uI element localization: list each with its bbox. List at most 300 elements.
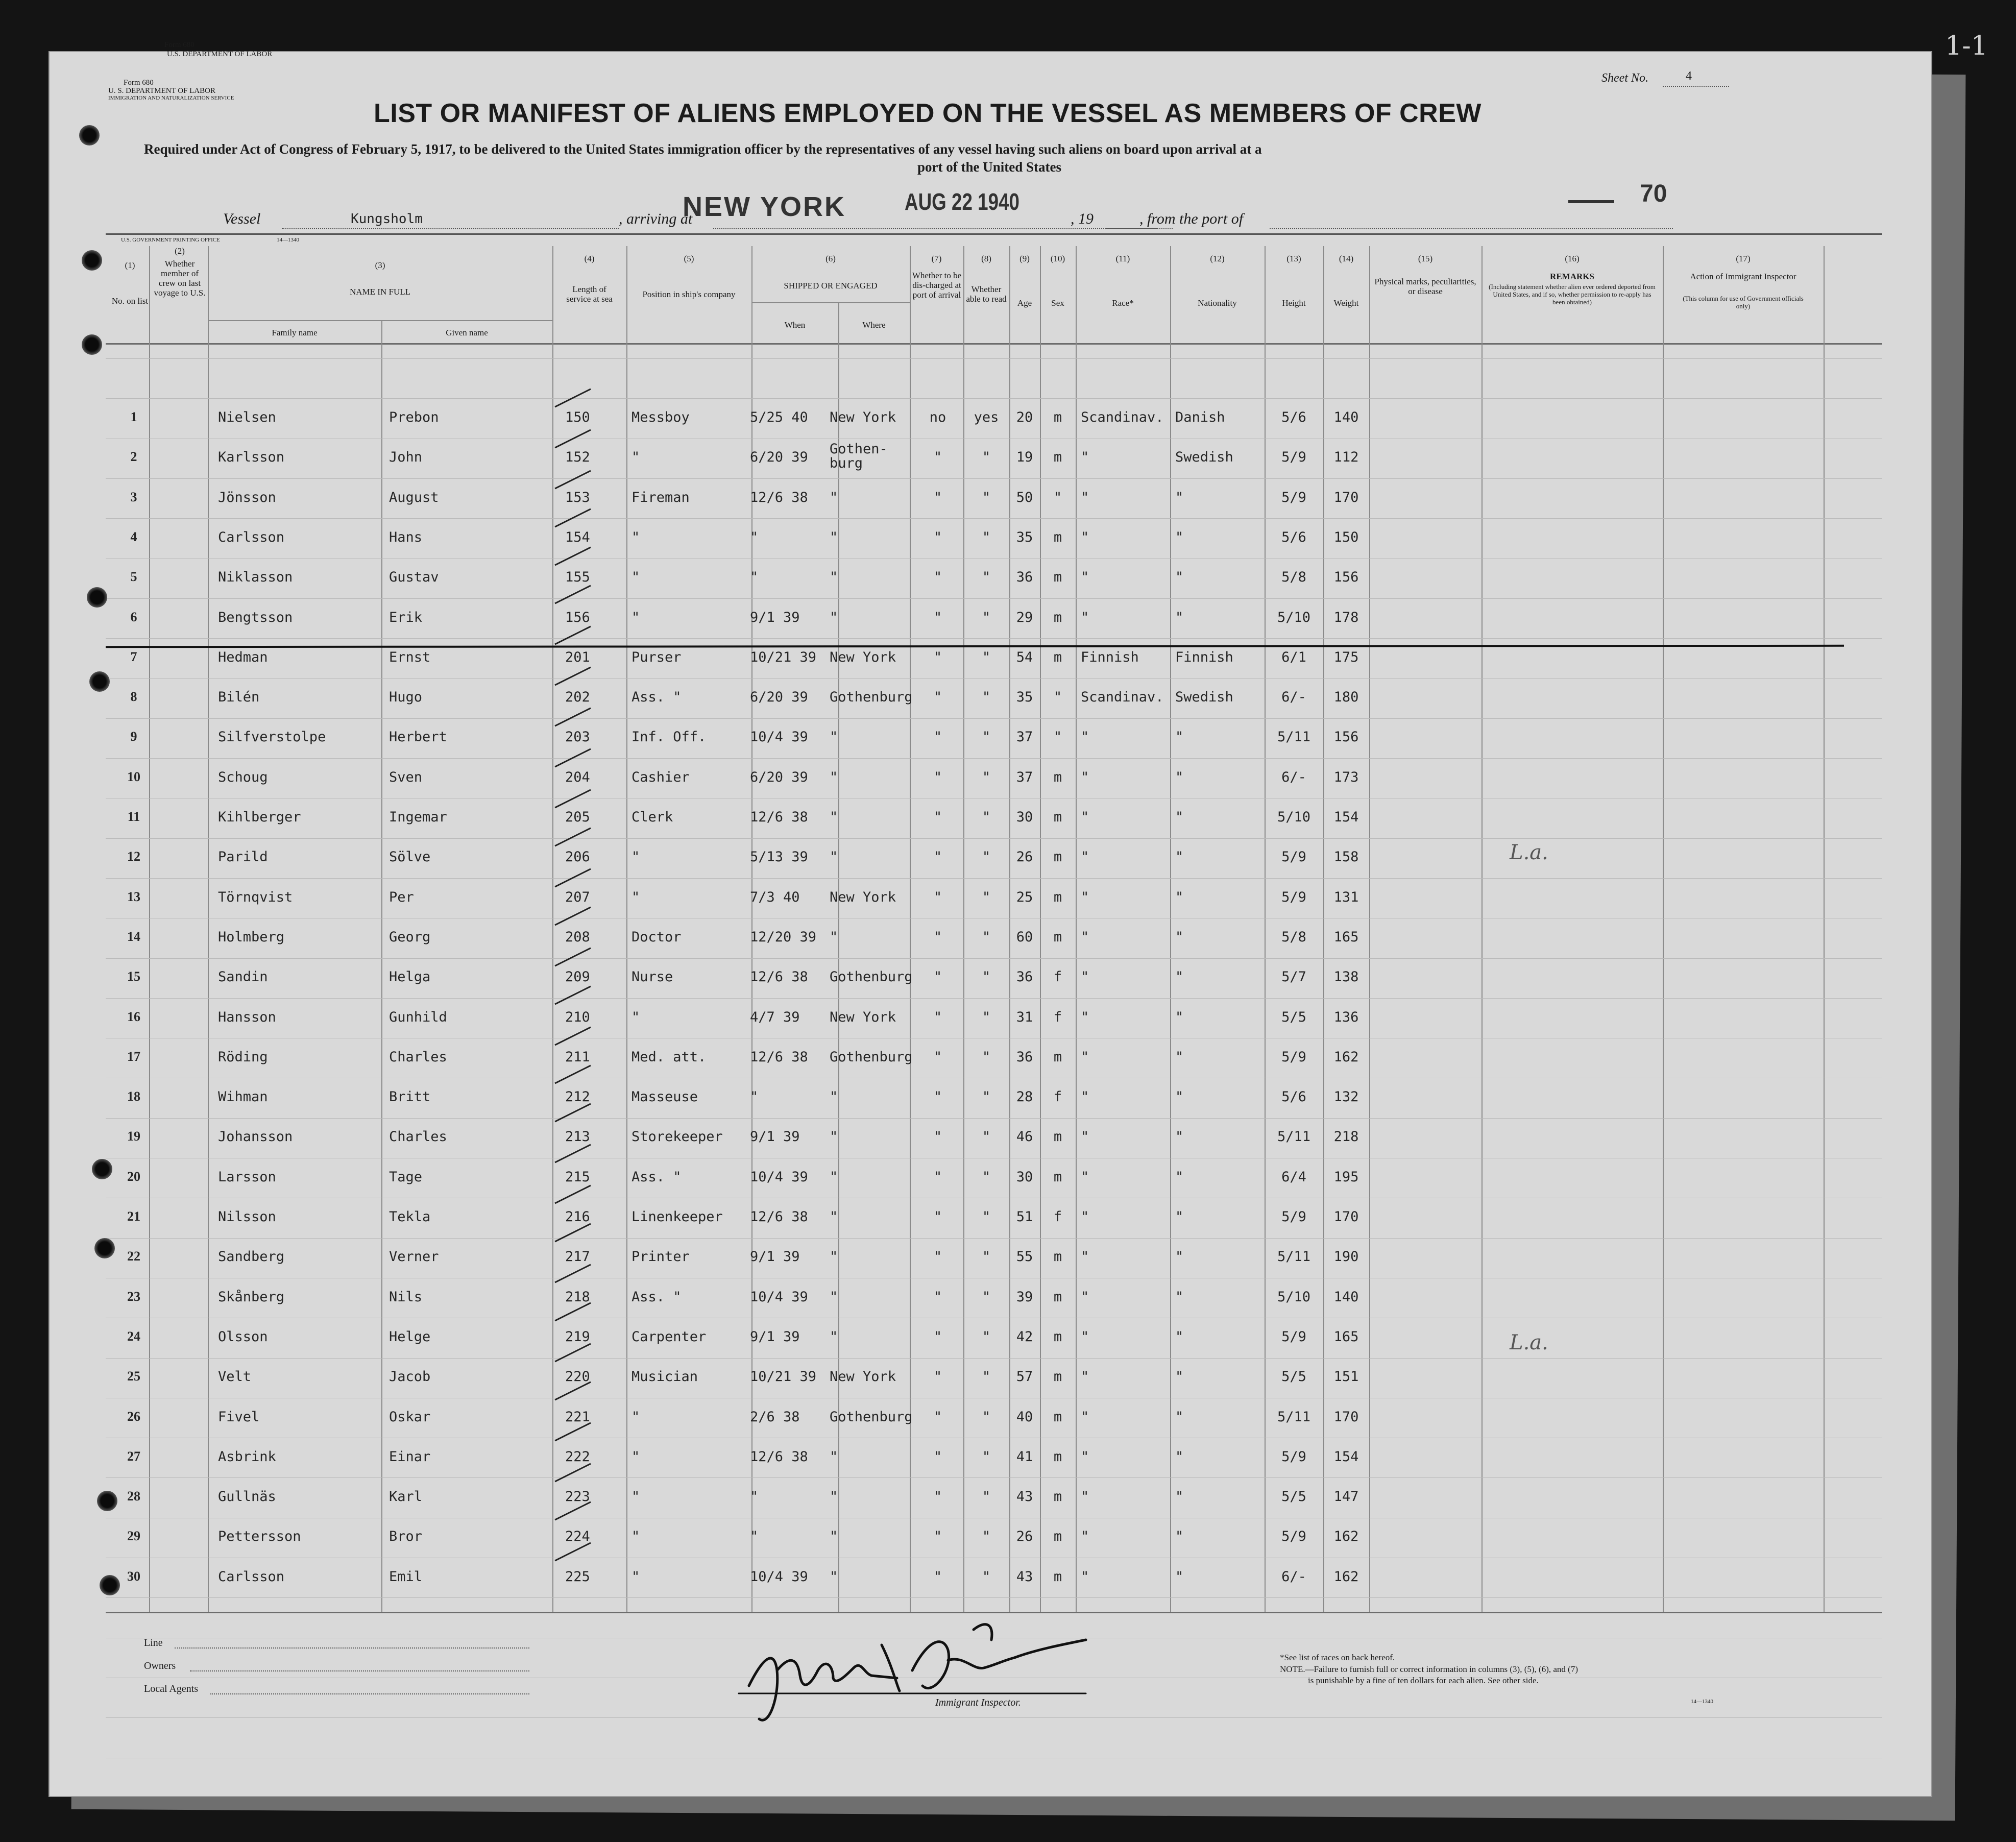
department: U. S. DEPARTMENT OF LABOR xyxy=(108,87,215,95)
service-tick-marks xyxy=(552,379,626,1609)
footer-line-label: Line xyxy=(144,1637,163,1649)
row-24-service: 219 xyxy=(565,1329,590,1345)
row-1-family: Nielsen xyxy=(218,409,276,425)
row-11-service: 205 xyxy=(565,809,590,825)
stamp-dash xyxy=(1568,200,1614,203)
row-1-when: 5/25 40 xyxy=(750,409,808,425)
row-22-race: " xyxy=(1081,1249,1089,1265)
row-20-race: " xyxy=(1081,1169,1089,1185)
row-24-no: 24 xyxy=(127,1329,140,1344)
row-9-nat: " xyxy=(1175,729,1184,745)
manifest-sheet xyxy=(48,41,1932,1797)
row-6-sex: m xyxy=(1053,610,1062,625)
row-10-height: 6/- xyxy=(1281,769,1306,785)
row-28-disch: " xyxy=(933,1489,942,1505)
row-19-service: 213 xyxy=(565,1129,590,1145)
row-3-disch: " xyxy=(933,490,942,505)
row-3-age: 50 xyxy=(1016,490,1033,505)
row-12-when: 5/13 39 xyxy=(750,849,808,865)
row-15-disch: " xyxy=(933,969,942,985)
row-5-family: Niklasson xyxy=(218,569,293,585)
row-3-where: " xyxy=(830,490,838,505)
row-15-when: 12/6 38 xyxy=(750,969,808,985)
row-16-position: " xyxy=(631,1009,640,1025)
row-9-family: Silfverstolpe xyxy=(218,729,326,745)
row-21-weight: 170 xyxy=(1333,1209,1359,1225)
row-12-where: " xyxy=(830,849,838,865)
row-10-read: " xyxy=(982,769,991,785)
row-rule xyxy=(106,758,1882,759)
name-subheader-line xyxy=(208,320,552,321)
row-15-position: Nurse xyxy=(631,969,673,985)
row-23-where: " xyxy=(830,1289,838,1305)
row-5-disch: " xyxy=(933,569,942,585)
row-26-read: " xyxy=(982,1409,991,1425)
col-num-17: (17) xyxy=(1736,254,1751,263)
row-17-age: 36 xyxy=(1016,1049,1033,1065)
row-25-when: 10/21 39 xyxy=(750,1369,817,1385)
col-line xyxy=(1369,246,1370,1612)
row-10-position: Cashier xyxy=(631,769,690,785)
row-15-nat: " xyxy=(1175,969,1184,985)
row-3-service: 153 xyxy=(565,490,590,505)
row-19-family: Johansson xyxy=(218,1129,293,1145)
col-line xyxy=(626,246,627,1612)
row-6-position: " xyxy=(631,610,640,625)
row-20-no: 20 xyxy=(127,1169,140,1184)
row-3-family: Jönsson xyxy=(218,490,276,505)
row-27-height: 5/9 xyxy=(1281,1449,1306,1465)
row-18-nat: " xyxy=(1175,1089,1184,1105)
header-when: When xyxy=(784,320,806,330)
row-28-read: " xyxy=(982,1489,991,1505)
row-9-disch: " xyxy=(933,729,942,745)
arriving-line xyxy=(713,228,1157,229)
header-action-note: (This column for use of Government officials only) xyxy=(1683,295,1804,310)
row-20-service: 215 xyxy=(565,1169,590,1185)
row-25-position: Musician xyxy=(631,1369,698,1385)
row-28-height: 5/5 xyxy=(1281,1489,1306,1505)
row-28-given: Karl xyxy=(389,1489,423,1505)
row-20-disch: " xyxy=(933,1169,942,1185)
remark-mark-1: L.a. xyxy=(1510,841,1548,864)
row-16-nat: " xyxy=(1175,1009,1184,1025)
punch-hole xyxy=(82,334,102,355)
row-9-read: " xyxy=(982,729,991,745)
row-28-where: " xyxy=(830,1489,838,1505)
row-12-height: 5/9 xyxy=(1281,849,1306,865)
row-7-family: Hedman xyxy=(218,649,268,665)
row-3-race: " xyxy=(1081,490,1089,505)
row-27-service: 222 xyxy=(565,1449,590,1465)
row-5-race: " xyxy=(1081,569,1089,585)
row-3-weight: 170 xyxy=(1333,490,1359,505)
header-physical-marks: Physical marks, peculiarities, or disease xyxy=(1374,277,1476,296)
row-17-race: " xyxy=(1081,1049,1089,1065)
col-line xyxy=(1481,246,1483,1612)
row-21-position: Linenkeeper xyxy=(631,1209,723,1225)
row-rule xyxy=(106,358,1882,359)
col-line xyxy=(208,246,209,1612)
row-11-nat: " xyxy=(1175,809,1184,825)
header-whether-member: Whether member of crew on last voyage to U.S. xyxy=(154,259,206,298)
row-21-race: " xyxy=(1081,1209,1089,1225)
row-20-where: " xyxy=(830,1169,838,1185)
row-30-weight: 162 xyxy=(1333,1569,1359,1585)
row-17-position: Med. att. xyxy=(631,1049,707,1065)
row-11-read: " xyxy=(982,809,991,825)
row-13-age: 25 xyxy=(1016,889,1033,905)
printing-office: U.S. GOVERNMENT PRINTING OFFICE xyxy=(121,237,220,243)
row-19-sex: m xyxy=(1053,1129,1062,1145)
row-11-disch: " xyxy=(933,809,942,825)
row-28-service: 223 xyxy=(565,1489,590,1505)
row-6-race: " xyxy=(1081,610,1089,625)
row-11-given: Ingemar xyxy=(389,809,447,825)
row-5-when: " xyxy=(750,569,759,585)
row-13-when: 7/3 40 xyxy=(750,889,800,905)
row-2-service: 152 xyxy=(565,449,590,465)
row-28-nat: " xyxy=(1175,1489,1184,1505)
row-18-sex: f xyxy=(1053,1089,1062,1105)
row-2-sex: m xyxy=(1053,449,1062,465)
top-department: U.S. DEPARTMENT OF LABOR xyxy=(167,50,273,58)
row-26-sex: m xyxy=(1053,1409,1062,1425)
row-8-where: Gothenburg xyxy=(830,689,913,705)
row-12-age: 26 xyxy=(1016,849,1033,865)
row-25-where: New York xyxy=(830,1369,896,1385)
row-rule xyxy=(106,878,1882,879)
row-23-age: 39 xyxy=(1016,1289,1033,1305)
service: IMMIGRATION AND NATURALIZATION SERVICE xyxy=(108,95,234,101)
row-23-read: " xyxy=(982,1289,991,1305)
row-24-family: Olsson xyxy=(218,1329,268,1345)
col-line xyxy=(1076,246,1077,1612)
row-13-height: 5/9 xyxy=(1281,889,1306,905)
row-21-height: 5/9 xyxy=(1281,1209,1306,1225)
row-22-height: 5/11 xyxy=(1277,1249,1311,1265)
header-race: Race* xyxy=(1112,298,1134,308)
row-19-position: Storekeeper xyxy=(631,1129,723,1145)
row-4-where: " xyxy=(830,529,838,545)
row-2-height: 5/9 xyxy=(1281,449,1306,465)
row-5-position: " xyxy=(631,569,640,585)
row-26-where: Gothenburg xyxy=(830,1409,913,1425)
row-19-given: Charles xyxy=(389,1129,447,1145)
row-4-age: 35 xyxy=(1016,529,1033,545)
row-11-height: 5/10 xyxy=(1277,809,1311,825)
year-line xyxy=(1106,228,1173,229)
row-7-race: Finnish xyxy=(1081,649,1139,665)
row-7-position: Purser xyxy=(631,649,682,665)
row-20-weight: 195 xyxy=(1333,1169,1359,1185)
col-line xyxy=(1265,246,1266,1612)
row-30-height: 6/- xyxy=(1281,1569,1306,1585)
row-21-given: Tekla xyxy=(389,1209,431,1225)
footer-inspector-label: Immigrant Inspector. xyxy=(935,1697,1021,1708)
row-30-age: 43 xyxy=(1016,1569,1033,1585)
row-4-family: Carlsson xyxy=(218,529,285,545)
row-12-sex: m xyxy=(1053,849,1062,865)
row-20-when: 10/4 39 xyxy=(750,1169,808,1185)
row-5-given: Gustav xyxy=(389,569,439,585)
row-30-sex: m xyxy=(1053,1569,1062,1585)
row-25-no: 25 xyxy=(127,1369,140,1384)
row-17-where: Gothenburg xyxy=(830,1049,913,1065)
row-14-height: 5/8 xyxy=(1281,929,1306,945)
row-28-sex: m xyxy=(1053,1489,1062,1505)
row-26-race: " xyxy=(1081,1409,1089,1425)
row-13-service: 207 xyxy=(565,889,590,905)
row-7-where: New York xyxy=(830,649,896,665)
row-24-race: " xyxy=(1081,1329,1089,1345)
row-15-family: Sandin xyxy=(218,969,268,985)
row-24-nat: " xyxy=(1175,1329,1184,1345)
row-15-race: " xyxy=(1081,969,1089,985)
row-26-nat: " xyxy=(1175,1409,1184,1425)
row-19-where: " xyxy=(830,1129,838,1145)
row-14-read: " xyxy=(982,929,991,945)
punch-hole xyxy=(82,250,102,271)
row-1-read: yes xyxy=(974,409,999,425)
row-23-race: " xyxy=(1081,1289,1089,1305)
row-16-family: Hansson xyxy=(218,1009,276,1025)
row-26-disch: " xyxy=(933,1409,942,1425)
row-6-no: 6 xyxy=(130,610,137,624)
row-4-position: " xyxy=(631,529,640,545)
row-11-sex: m xyxy=(1053,809,1062,825)
row-6-family: Bengtsson xyxy=(218,610,293,625)
row-6-given: Erik xyxy=(389,610,423,625)
row-24-position: Carpenter xyxy=(631,1329,707,1345)
col-num-6: (6) xyxy=(825,254,836,263)
col-num-8: (8) xyxy=(981,254,991,263)
row-18-disch: " xyxy=(933,1089,942,1105)
row-17-no: 17 xyxy=(127,1049,140,1064)
row-23-family: Skånberg xyxy=(218,1289,285,1305)
remark-mark-2: L.a. xyxy=(1510,1331,1548,1354)
row-22-where: " xyxy=(830,1249,838,1265)
row-3-nat: " xyxy=(1175,490,1184,505)
from-port-line xyxy=(1270,228,1673,229)
header-able-to-read: Whether able to read xyxy=(966,284,1007,304)
row-1-service: 150 xyxy=(565,409,590,425)
row-2-when: 6/20 39 xyxy=(750,449,808,465)
row-27-age: 41 xyxy=(1016,1449,1033,1465)
row-7-weight: 175 xyxy=(1333,649,1359,665)
col-num-4: (4) xyxy=(584,254,595,263)
row-8-race: Scandinav. xyxy=(1081,689,1164,705)
row-24-height: 5/9 xyxy=(1281,1329,1306,1345)
date-stamp: AUG 22 1940 xyxy=(905,188,1020,215)
vessel-line xyxy=(282,228,619,229)
from-port-label: , from the port of xyxy=(1139,210,1244,227)
row-14-nat: " xyxy=(1175,929,1184,945)
col-line xyxy=(1824,246,1825,1612)
row-13-sex: m xyxy=(1053,889,1062,905)
row-7-height: 6/1 xyxy=(1281,649,1306,665)
row-21-where: " xyxy=(830,1209,838,1225)
subtitle-line-2: port of the United States xyxy=(917,159,1061,175)
row-30-nat: " xyxy=(1175,1569,1184,1585)
row-23-sex: m xyxy=(1053,1289,1062,1305)
row-19-read: " xyxy=(982,1129,991,1145)
row-12-disch: " xyxy=(933,849,942,865)
row-12-weight: 158 xyxy=(1333,849,1359,865)
row-17-given: Charles xyxy=(389,1049,447,1065)
row-18-height: 5/6 xyxy=(1281,1089,1306,1105)
row-15-no: 15 xyxy=(127,969,140,984)
footer-note-1: NOTE.—Failure to furnish full or correct information in columns (3), (5), (6), and (7) xyxy=(1280,1664,1578,1674)
row-3-no: 3 xyxy=(130,490,137,504)
header-no-on-list: No. on list xyxy=(111,296,149,306)
row-12-nat: " xyxy=(1175,849,1184,865)
row-rule xyxy=(106,1597,1882,1598)
row-5-nat: " xyxy=(1175,569,1184,585)
row-26-position: " xyxy=(631,1409,640,1425)
row-16-service: 210 xyxy=(565,1009,590,1025)
row-22-read: " xyxy=(982,1249,991,1265)
row-11-race: " xyxy=(1081,809,1089,825)
row-6-weight: 178 xyxy=(1333,610,1359,625)
row-5-no: 5 xyxy=(130,569,137,584)
row-21-sex: f xyxy=(1053,1209,1062,1225)
row-28-race: " xyxy=(1081,1489,1089,1505)
number-stamp: 70 xyxy=(1640,180,1667,207)
row-11-when: 12/6 38 xyxy=(750,809,808,825)
col-num-16: (16) xyxy=(1565,254,1580,263)
row-19-race: " xyxy=(1081,1129,1089,1145)
header-shipped-or-engaged: SHIPPED OR ENGAGED xyxy=(784,281,878,290)
col-line xyxy=(1323,246,1324,1612)
row-19-disch: " xyxy=(933,1129,942,1145)
row-4-nat: " xyxy=(1175,529,1184,545)
row-14-where: " xyxy=(830,929,838,945)
row-17-sex: m xyxy=(1053,1049,1062,1065)
vessel-label: Vessel xyxy=(223,210,261,227)
row-25-race: " xyxy=(1081,1369,1089,1385)
row-5-sex: m xyxy=(1053,569,1062,585)
row-29-when: " xyxy=(750,1529,759,1544)
row-10-weight: 173 xyxy=(1333,769,1359,785)
row-2-weight: 112 xyxy=(1333,449,1359,465)
row-2-given: John xyxy=(389,449,423,465)
row-17-height: 5/9 xyxy=(1281,1049,1306,1065)
row-26-given: Oskar xyxy=(389,1409,431,1425)
row-8-given: Hugo xyxy=(389,689,423,705)
row-9-sex: " xyxy=(1053,729,1062,745)
row-3-when: 12/6 38 xyxy=(750,490,808,505)
row-16-disch: " xyxy=(933,1009,942,1025)
row-21-service: 216 xyxy=(565,1209,590,1225)
row-10-where: " xyxy=(830,769,838,785)
row-4-weight: 150 xyxy=(1333,529,1359,545)
row-1-where: New York xyxy=(830,409,896,425)
corner-mark: 1-1 xyxy=(1945,31,1988,61)
col-num-11: (11) xyxy=(1115,254,1130,263)
arriving-label: , arriving at xyxy=(619,210,693,227)
row-11-where: " xyxy=(830,809,838,825)
row-7-service: 201 xyxy=(565,649,590,665)
row-20-family: Larsson xyxy=(218,1169,276,1185)
row-3-position: Fireman xyxy=(631,490,690,505)
row-17-family: Röding xyxy=(218,1049,268,1065)
header-bottom-border xyxy=(106,343,1882,345)
row-rule xyxy=(106,518,1882,519)
row-14-sex: m xyxy=(1053,929,1062,945)
inspector-signature xyxy=(728,1609,1116,1737)
header-name-in-full: NAME IN FULL xyxy=(350,287,410,297)
row-10-race: " xyxy=(1081,769,1089,785)
header-age: Age xyxy=(1017,298,1032,308)
row-1-given: Prebon xyxy=(389,409,439,425)
row-rule xyxy=(106,718,1882,719)
punch-hole xyxy=(94,1238,115,1258)
footer-agents-label: Local Agents xyxy=(144,1683,199,1694)
punch-hole xyxy=(92,1159,112,1179)
row-rule xyxy=(106,958,1882,959)
header-sex: Sex xyxy=(1051,298,1064,308)
row-26-when: 2/6 38 xyxy=(750,1409,800,1425)
row-14-race: " xyxy=(1081,929,1089,945)
row-14-position: Doctor xyxy=(631,929,682,945)
row-12-service: 206 xyxy=(565,849,590,865)
row-5-weight: 156 xyxy=(1333,569,1359,585)
row-14-when: 12/20 39 xyxy=(750,929,817,945)
row-16-no: 16 xyxy=(127,1009,140,1024)
row-9-weight: 156 xyxy=(1333,729,1359,745)
row-13-race: " xyxy=(1081,889,1089,905)
row-2-race: " xyxy=(1081,449,1089,465)
footer-owners-field xyxy=(190,1670,529,1671)
row-12-position: " xyxy=(631,849,640,865)
row-1-race: Scandinav. xyxy=(1081,409,1164,425)
row-26-height: 5/11 xyxy=(1277,1409,1311,1425)
row-18-position: Masseuse xyxy=(631,1089,698,1105)
row-26-no: 26 xyxy=(127,1409,140,1424)
col-line xyxy=(149,246,150,1612)
row-4-when: " xyxy=(750,529,759,545)
punch-hole xyxy=(79,125,100,146)
row-2-position: " xyxy=(631,449,640,465)
row-10-when: 6/20 39 xyxy=(750,769,808,785)
row-18-weight: 132 xyxy=(1333,1089,1359,1105)
row-11-weight: 154 xyxy=(1333,809,1359,825)
row-16-height: 5/5 xyxy=(1281,1009,1306,1025)
footer-code: 14—1340 xyxy=(1691,1699,1713,1705)
row-20-nat: " xyxy=(1175,1169,1184,1185)
row-29-disch: " xyxy=(933,1529,942,1544)
row-25-family: Velt xyxy=(218,1369,252,1385)
row-24-read: " xyxy=(982,1329,991,1345)
row-24-where: " xyxy=(830,1329,838,1345)
row-14-weight: 165 xyxy=(1333,929,1359,945)
sheet-number: 4 xyxy=(1686,69,1692,83)
row-20-position: Ass. " xyxy=(631,1169,682,1185)
col-num-1: (1) xyxy=(125,260,135,270)
row-17-when: 12/6 38 xyxy=(750,1049,808,1065)
row-rule xyxy=(106,398,1882,399)
row-26-service: 221 xyxy=(565,1409,590,1425)
row-9-where: " xyxy=(830,729,838,745)
row-21-no: 21 xyxy=(127,1209,140,1224)
row-5-where: " xyxy=(830,569,838,585)
row-4-disch: " xyxy=(933,529,942,545)
col-num-12: (12) xyxy=(1210,254,1225,263)
header-remarks: REMARKS xyxy=(1550,272,1594,281)
row-5-height: 5/8 xyxy=(1281,569,1306,585)
row-8-no: 8 xyxy=(130,689,137,704)
